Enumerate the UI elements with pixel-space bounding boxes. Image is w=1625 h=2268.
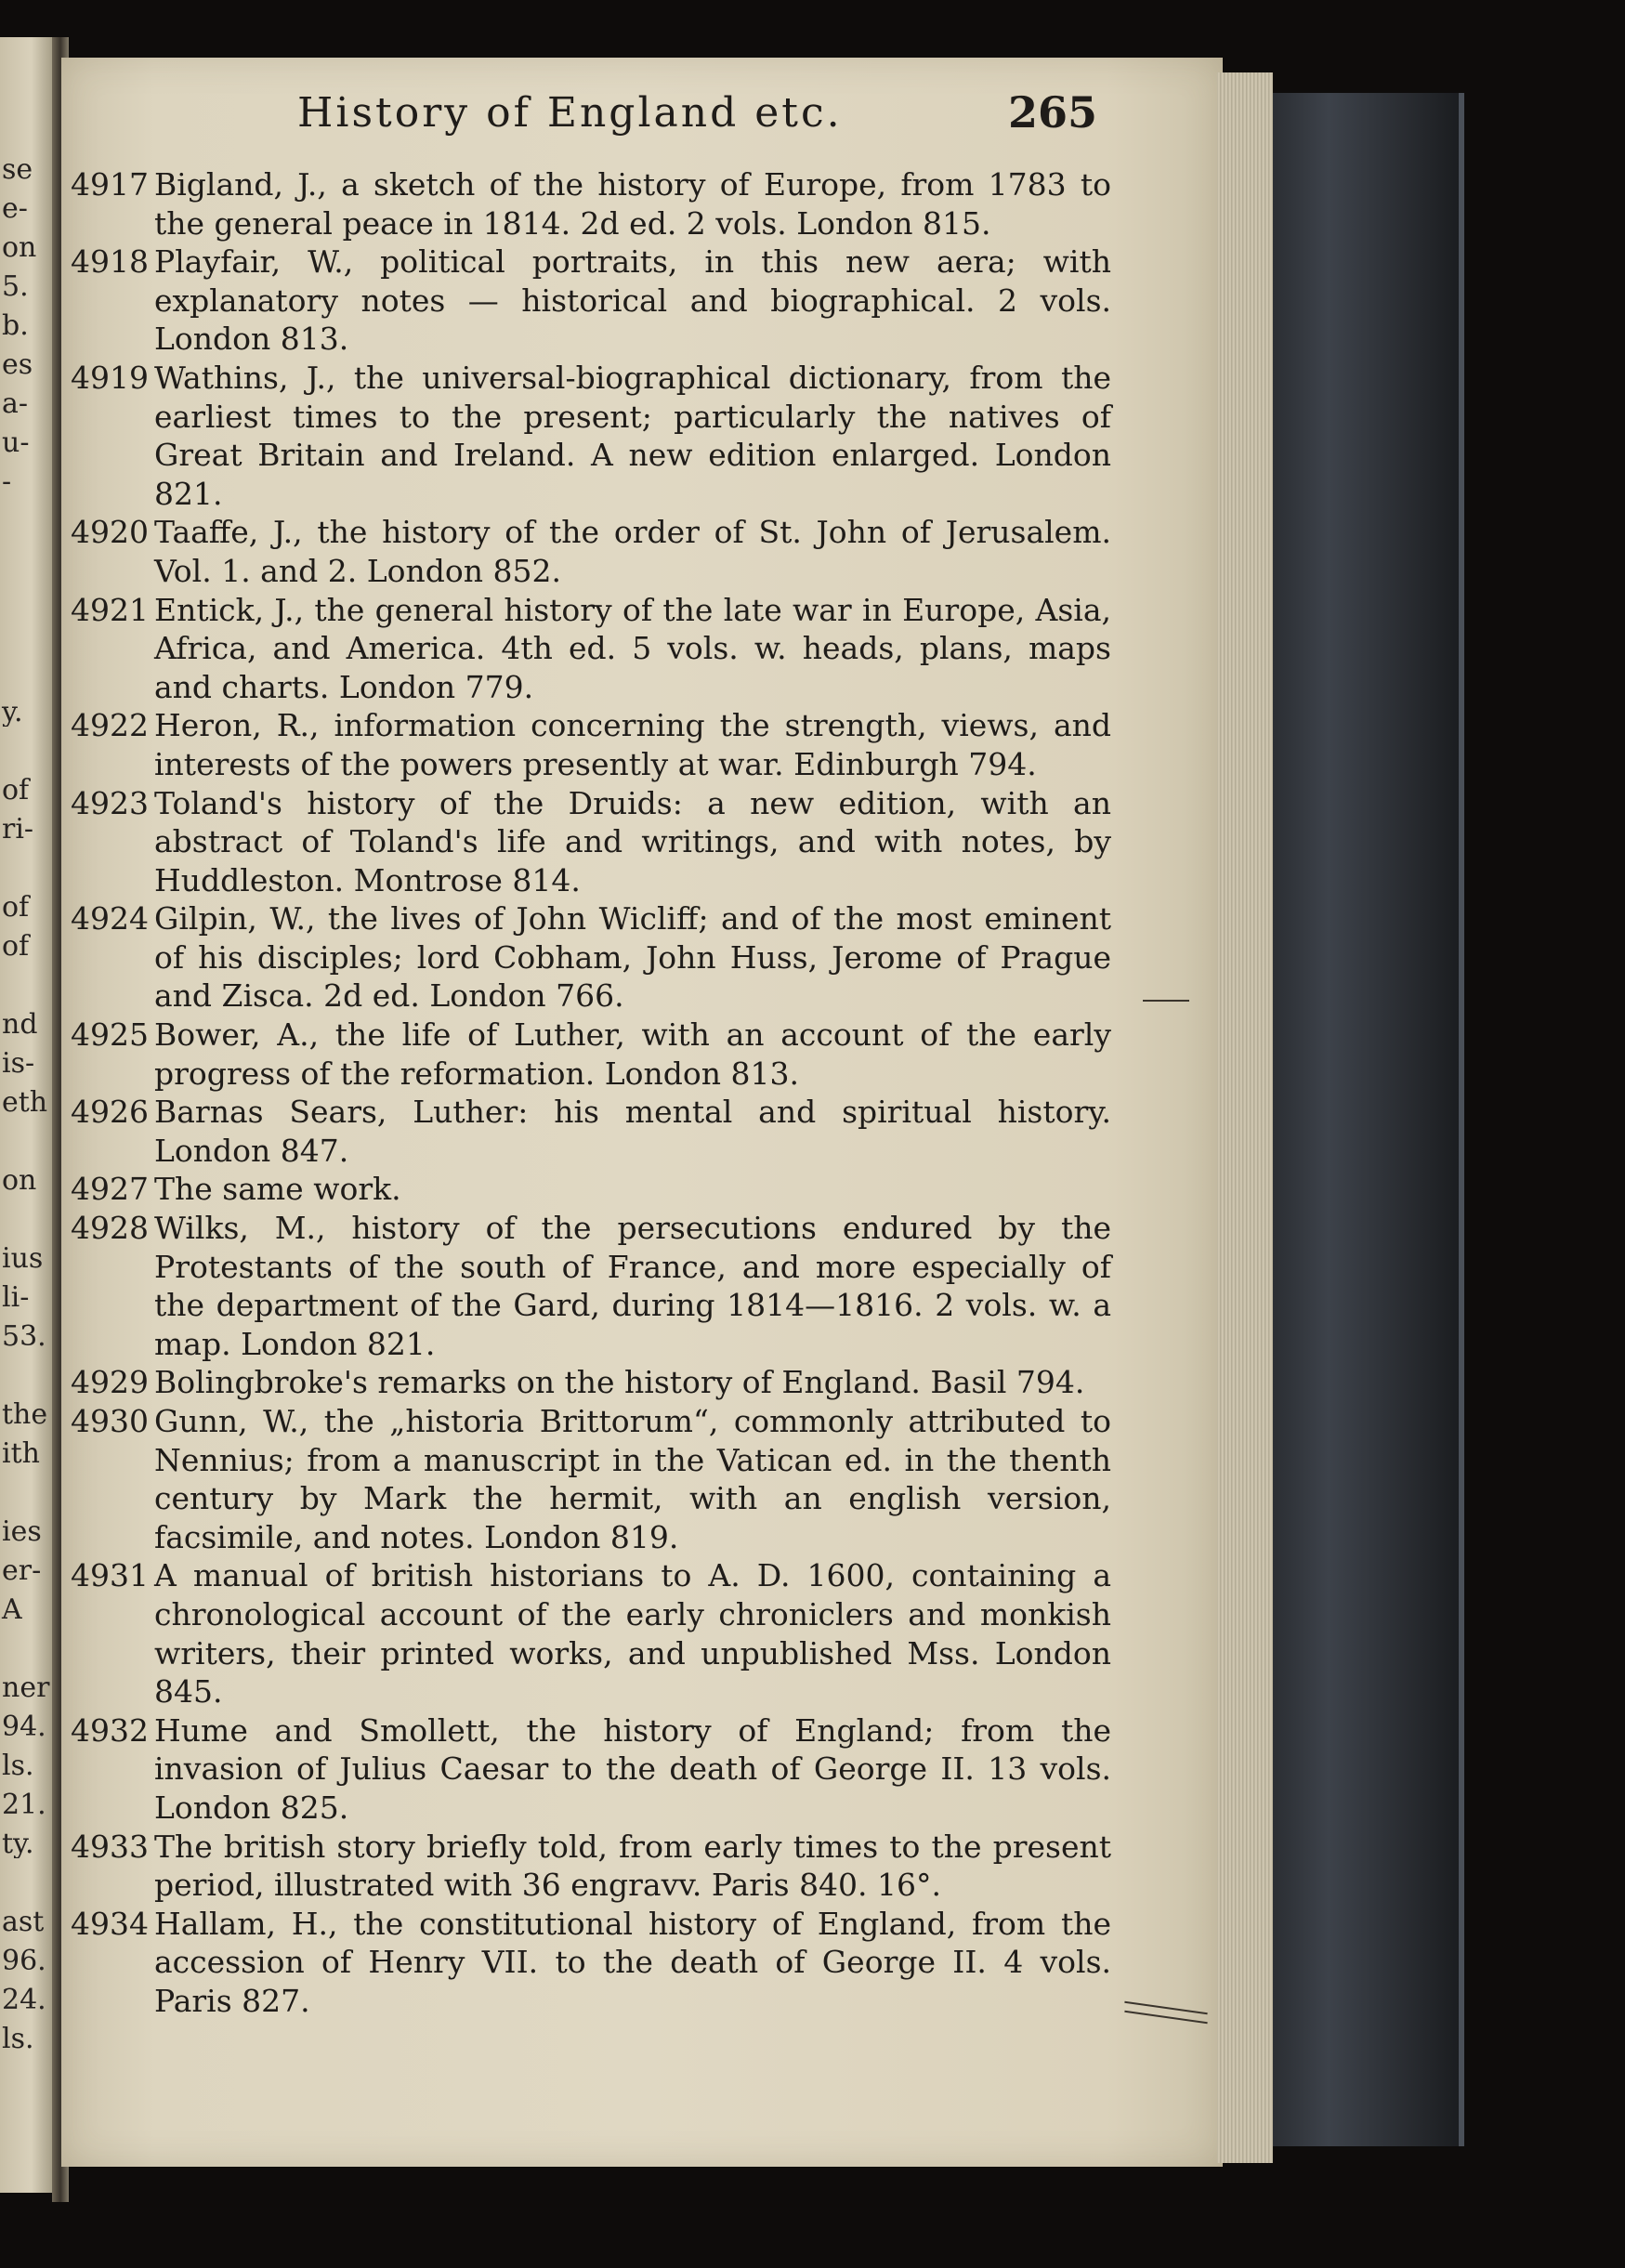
- entry-number: 4919: [71, 359, 149, 396]
- left-page-text-fragment: ner: [2, 1674, 50, 1702]
- left-page-text-fragment: ty.: [2, 1830, 34, 1858]
- left-page-text-fragment: 53.: [2, 1323, 46, 1351]
- left-page-text-fragment: li-: [2, 1284, 30, 1312]
- left-page-text-fragment: ri-: [2, 816, 34, 844]
- left-page-text-fragment: A: [2, 1596, 22, 1624]
- entry-number: 4917: [71, 166, 149, 203]
- entry-text: A manual of british historians to A. D. 1600, containing a chronological account of the early chroniclers and monkish writers, their printed works, and unpublished Mss. London 845.: [154, 1557, 1111, 1711]
- catalog-entries: [71, 165, 1111, 2021]
- entry-text: Gunn, W., the „historia Brittorum“, commonly attributed to Nennius; from a manuscript in the Vatican ed. in the thenth century by Mark the hermit, with an english version, facsimile, and notes. London 819.: [154, 1403, 1111, 1555]
- left-page-text-fragment: the: [2, 1401, 48, 1429]
- catalog-entry: [71, 1016, 1111, 1093]
- entry-number: 4933: [71, 1828, 149, 1865]
- entry-number: 4920: [71, 514, 149, 551]
- left-page-text-fragment: 96.: [2, 1947, 46, 1975]
- left-page-text-fragment: is-: [2, 1050, 35, 1078]
- entry-text: Bigland, J., a sketch of the history of Europe, from 1783 to the general peace in 1814. 2d ed. 2 vols. London 815.: [154, 166, 1111, 242]
- catalog-entry: [71, 1209, 1111, 1363]
- catalog-entry: [71, 706, 1111, 783]
- left-page-text-fragment: e-: [2, 195, 28, 223]
- catalog-entry: [71, 513, 1111, 590]
- entry-number: 4923: [71, 784, 149, 821]
- left-page-text-fragment: ls.: [2, 1752, 34, 1780]
- left-page-text-fragment: y.: [2, 699, 23, 727]
- entry-number: 4922: [71, 707, 149, 744]
- left-page-text-fragment: er-: [2, 1557, 42, 1585]
- entry-number: 4934: [71, 1905, 149, 1942]
- catalog-entry: [71, 1711, 1111, 1828]
- entry-number: 4924: [71, 900, 149, 937]
- catalog-entry: [71, 591, 1111, 707]
- catalog-entry: [71, 243, 1111, 359]
- entry-text: Playfair, W., political portraits, in this new aera; with explanatory notes — historical and biographical. 2 vols. London 813.: [154, 243, 1111, 358]
- left-page-text-fragment: of: [2, 894, 30, 922]
- entry-number: 4932: [71, 1711, 149, 1749]
- left-page-text-fragment: on: [2, 1167, 37, 1195]
- catalog-entry: [71, 165, 1111, 243]
- entry-text: Taaffe, J., the history of the order of St. John of Jerusalem. Vol. 1. and 2. London 852.: [154, 514, 1111, 589]
- entry-text: Bolingbroke's remarks on the history of England. Basil 794.: [154, 1364, 1085, 1401]
- left-page-text-fragment: nd: [2, 1011, 38, 1039]
- entry-number: 4928: [71, 1210, 149, 1247]
- left-page-text-fragment: ius: [2, 1245, 44, 1273]
- left-page-text-fragment: 94.: [2, 1713, 46, 1741]
- page-edges: [1217, 72, 1273, 2163]
- left-page-text-fragment: b.: [2, 312, 29, 340]
- entry-text: Wilks, M., history of the persecutions endured by the Protestants of the south of France, and more especially of the department of the Gard, during 1814—1816. 2 vols. w. a map. London 821.: [154, 1210, 1111, 1362]
- left-page-text-fragment: ls.: [2, 2025, 34, 2053]
- left-page-text-fragment: ith: [2, 1440, 40, 1468]
- margin-pencil-mark: [1143, 1000, 1189, 1002]
- left-page-text-fragment: of: [2, 933, 30, 961]
- catalog-entry: [71, 784, 1111, 900]
- catalog-entry: [71, 1556, 1111, 1711]
- catalog-entry: [71, 1093, 1111, 1170]
- catalog-entry: [71, 1170, 1111, 1209]
- entry-number: 4925: [71, 1016, 149, 1054]
- left-page-text-fragment: 21.: [2, 1791, 46, 1819]
- catalog-entry: [71, 359, 1111, 513]
- entry-text: Gilpin, W., the lives of John Wicliff; and of the most eminent of his disciples; lord Cobham, John Huss, Jerome of Prague and Zisca. 2d ed. London 766.: [154, 900, 1111, 1015]
- book-cover: [1273, 93, 1464, 2146]
- entry-text: Entick, J., the general history of the late war in Europe, Asia, Africa, and America. 4th ed. 5 vols. w. heads, plans, maps and charts. London 779.: [154, 591, 1111, 705]
- catalog-entry: [71, 1828, 1111, 1905]
- entry-text: Barnas Sears, Luther: his mental and spiritual history. London 847.: [154, 1094, 1111, 1169]
- entry-number: 4926: [71, 1094, 149, 1131]
- entry-text: Bower, A., the life of Luther, with an account of the early progress of the reformation. London 813.: [154, 1016, 1111, 1092]
- left-page-text-fragment: eth: [2, 1089, 48, 1117]
- entry-number: 4930: [71, 1403, 149, 1439]
- left-page-text-fragment: -: [2, 468, 12, 496]
- catalog-entry: [71, 899, 1111, 1016]
- entry-number: 4927: [71, 1171, 149, 1208]
- left-page-text-fragment: ast: [2, 1908, 45, 1936]
- entry-number: 4929: [71, 1364, 149, 1401]
- left-page-text-fragment: u-: [2, 429, 30, 457]
- entry-text: The same work.: [154, 1171, 401, 1208]
- left-page-text-fragment: ies: [2, 1518, 42, 1546]
- left-page-text-fragment: of: [2, 777, 30, 805]
- entry-text: Toland's history of the Druids: a new edition, with an abstract of Toland's life and writings, and with notes, by Huddleston. Montrose 814.: [154, 784, 1111, 898]
- catalog-entry: [71, 1905, 1111, 2021]
- left-page-text-fragment: on: [2, 234, 37, 262]
- left-page-text-fragment: es: [2, 351, 33, 379]
- entry-text: Heron, R., information concerning the strength, views, and interests of the powers presently at war. Edinburgh 794.: [154, 707, 1111, 782]
- left-page-text-fragment: 24.: [2, 1986, 46, 2014]
- entry-number: 4921: [71, 591, 149, 628]
- left-page-text-fragment: a-: [2, 390, 29, 418]
- entry-text: Wathins, J., the universal-biographical dictionary, from the earliest times to the present; particularly the natives of Great Britain and Ireland. A new edition enlarged. London 821.: [154, 359, 1111, 512]
- catalog-entry: [71, 1402, 1111, 1556]
- left-facing-page: [0, 37, 52, 2193]
- left-page-text-fragment: se: [2, 156, 33, 184]
- entry-number: 4918: [71, 243, 149, 281]
- page-header: History of England etc.: [297, 89, 843, 137]
- left-page-text-fragment: 5.: [2, 273, 29, 301]
- entry-text: Hume and Smollett, the history of England; from the invasion of Julius Caesar to the death of George II. 13 vols. London 825.: [154, 1711, 1111, 1826]
- entry-number: 4931: [71, 1557, 149, 1594]
- entry-text: Hallam, H., the constitutional history of England, from the accession of Henry VII. to the death of George II. 4 vols. Paris 827.: [154, 1905, 1111, 2019]
- page-number: 265: [1008, 87, 1098, 138]
- catalog-entry: [71, 1363, 1111, 1402]
- entry-text: The british story briefly told, from early times to the present period, illustrated with 36 engravv. Paris 840. 16°.: [154, 1828, 1111, 1904]
